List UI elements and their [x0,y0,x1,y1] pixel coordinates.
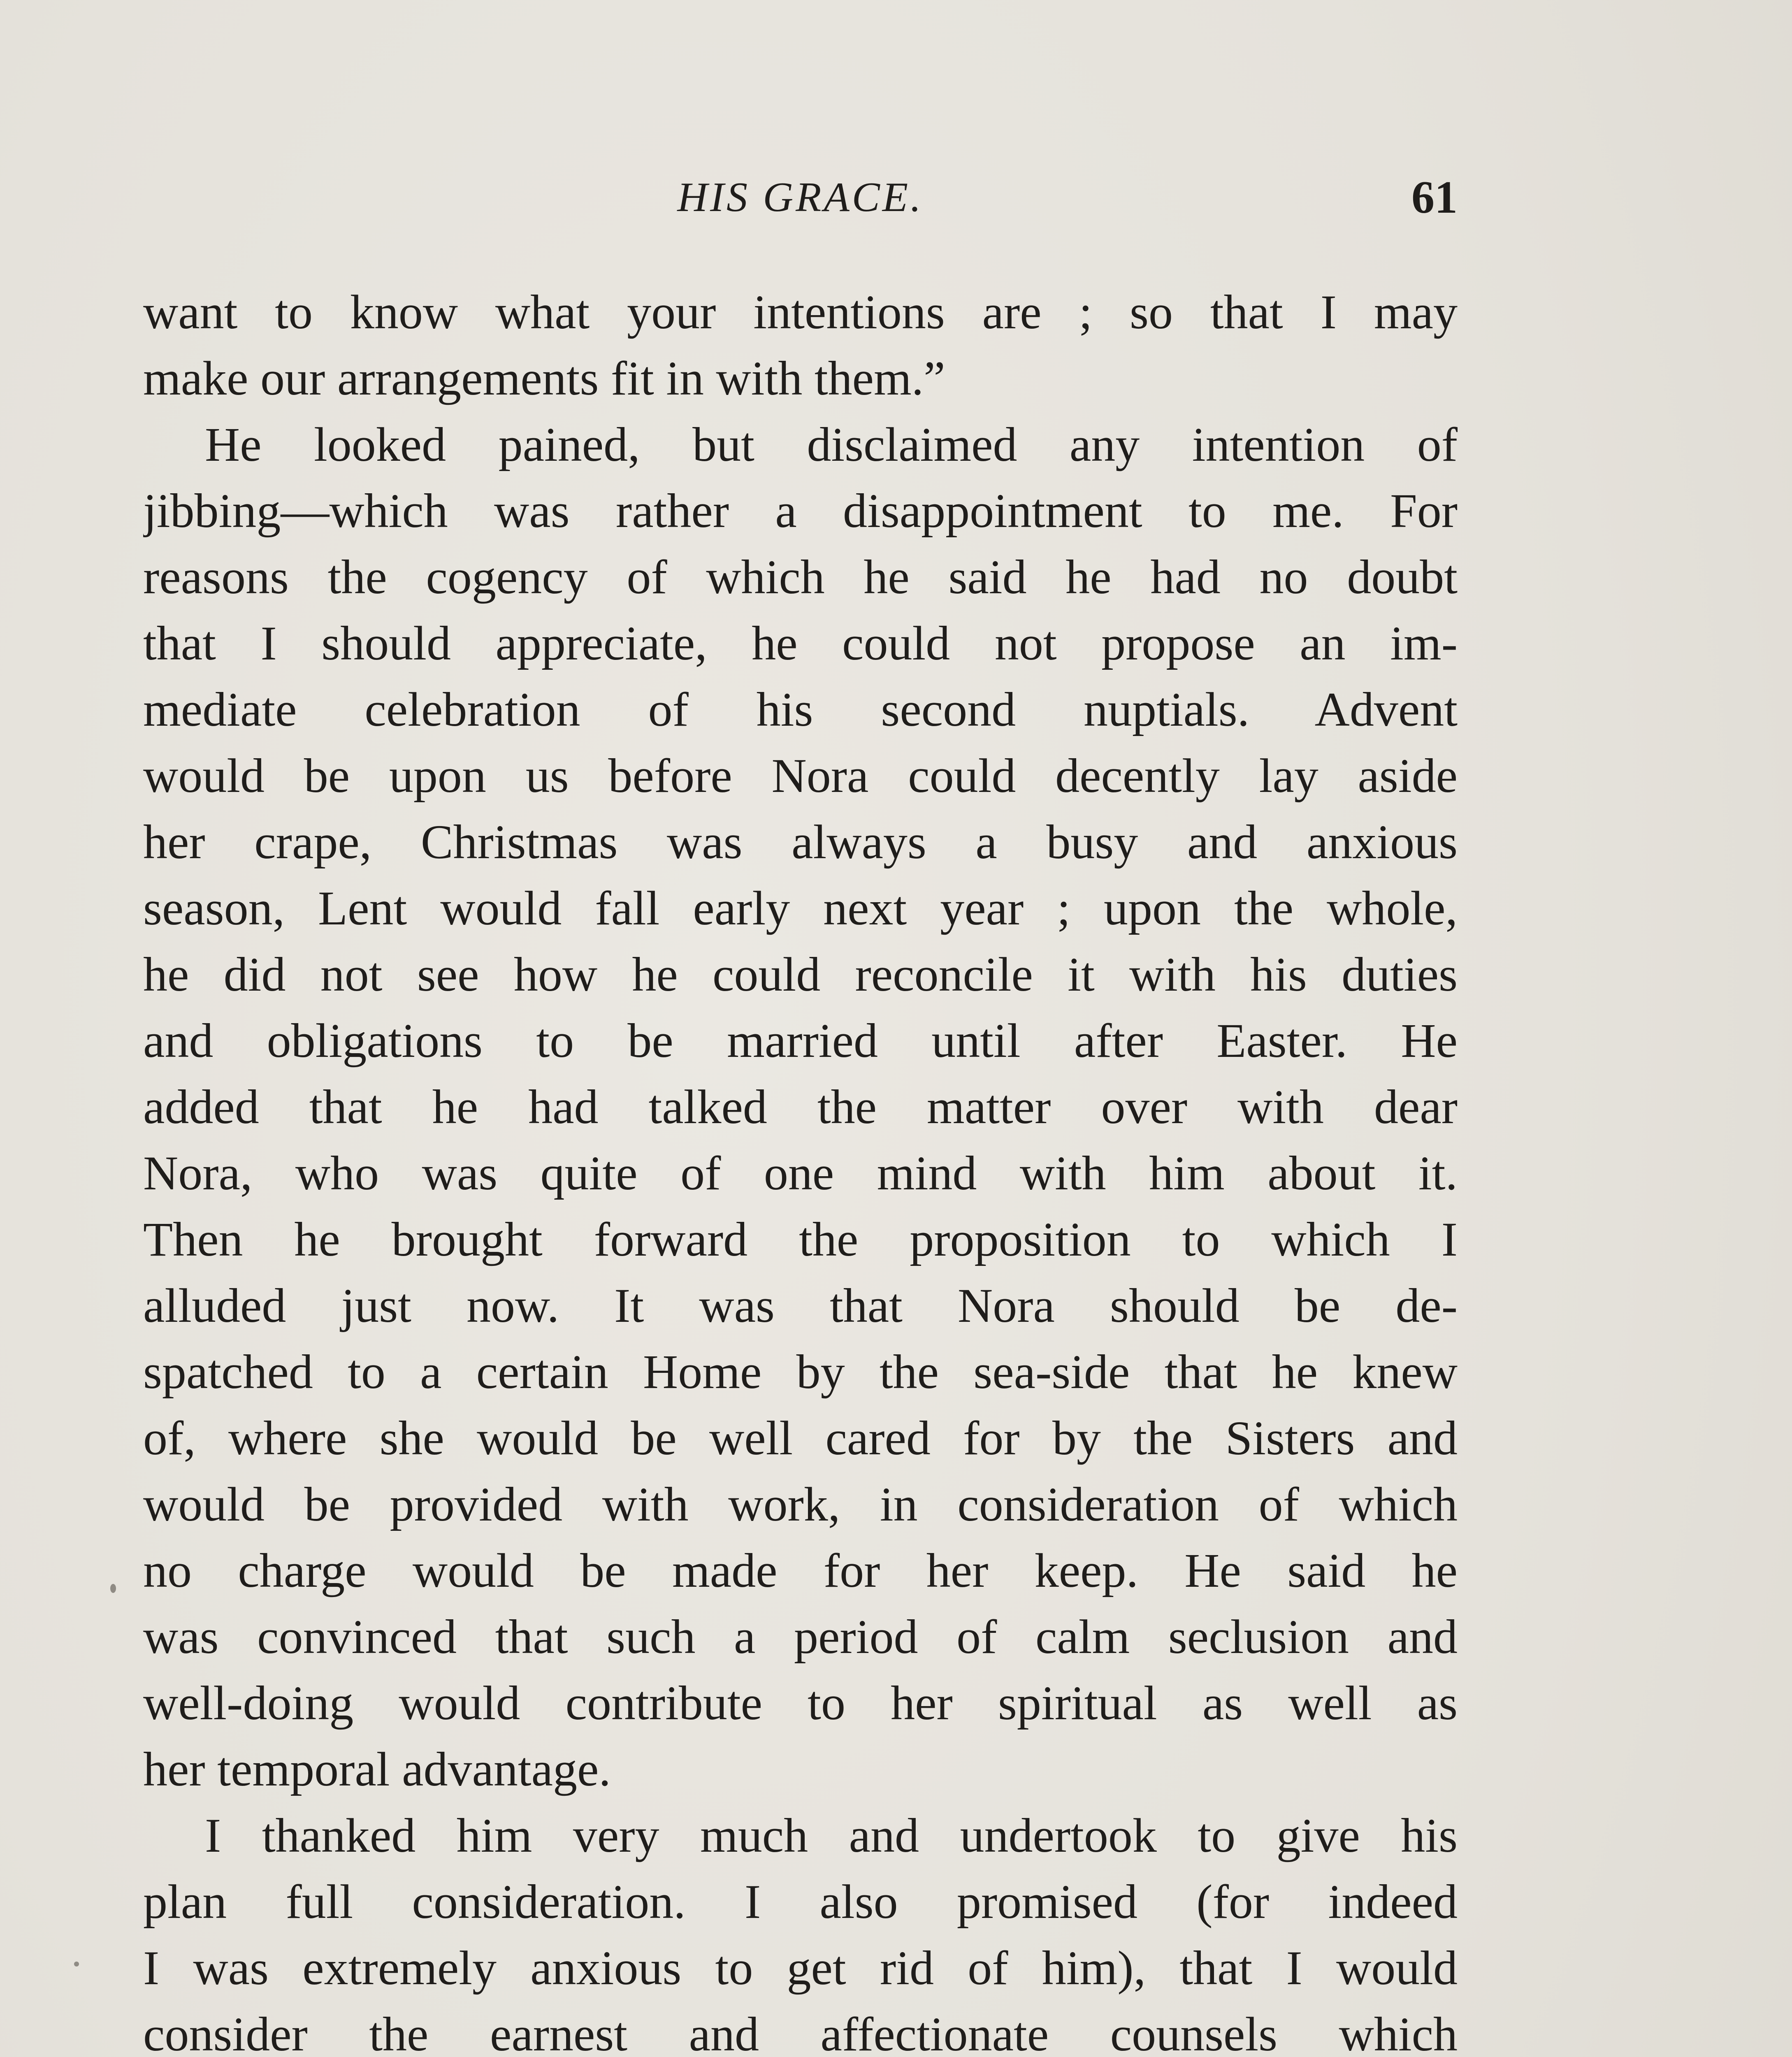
running-title: HIS GRACE. [677,174,924,221]
text-line: that I should appreciate, he could not propose an im- [143,616,1458,670]
text-line: Nora, who was quite of one mind with him about it. [143,1146,1458,1200]
text-line: and obligations to be married until after Easter. He [143,1014,1458,1068]
text-line: plan full consideration. I also promised (for indeed [143,1875,1458,1929]
text-line: mediate celebration of his second nuptials. Advent [143,683,1458,736]
text-line: reasons the cogency of which he said he had no doubt [143,550,1458,604]
paper-speck [110,1584,116,1593]
text-line: I thanked him very much and undertook to give his [205,1809,1458,1862]
text-line: would be provided with work, in consideration of which [143,1477,1458,1531]
page-number: 61 [1411,172,1458,223]
text-line: would be upon us before Nora could decently lay aside [143,749,1458,803]
text-line: spatched to a certain Home by the sea-side that he knew [143,1345,1458,1399]
text-line: no charge would be made for her keep. He said he [143,1544,1458,1597]
text-line: her temporal advantage. [143,1742,611,1796]
text-line: make our arrangements fit in with them.” [143,351,945,405]
text-line: added that he had talked the matter over with dear [143,1080,1458,1134]
text-line: He looked pained, but disclaimed any intention of [205,418,1458,471]
text-line: jibbing—which was rather a disappointment to me. For [143,484,1458,538]
text-line: season, Lent would fall early next year ; upon the whole, [143,881,1458,935]
body-text [143,279,1458,2057]
text-line: he did not see how he could reconcile it with his duties [143,947,1458,1001]
text-line: alluded just now. It was that Nora should be de- [143,1279,1458,1333]
text-line: was convinced that such a period of calm seclusion and [143,1610,1458,1664]
text-line: her crape, Christmas was always a busy and anxious [143,815,1458,869]
text-line: want to know what your intentions are ; so that I may [143,285,1458,339]
text-line: consider the earnest and affectionate counsels which [143,2007,1458,2057]
paper-speck [74,1962,79,1966]
text-line: well-doing would contribute to her spiritual as well as [143,1676,1458,1730]
text-line: of, where she would be well cared for by the Sisters and [143,1411,1458,1465]
text-line: I was extremely anxious to get rid of him), that I would [143,1941,1458,1995]
text-line: Then he brought forward the proposition to which I [143,1212,1458,1266]
running-header [143,156,1458,239]
